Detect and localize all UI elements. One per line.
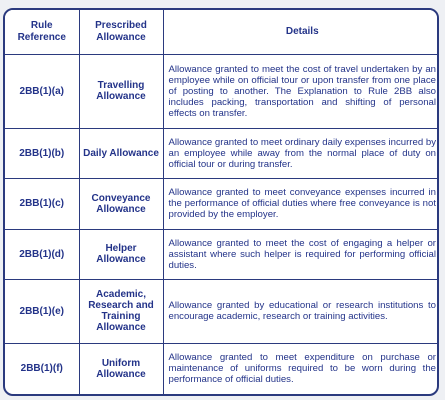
allowance-name-cell: Academic, Research and Training Allowance	[79, 279, 163, 343]
allowance-name-cell: Travelling Allowance	[79, 54, 163, 128]
rule-reference-cell: 2BB(1)(a)	[5, 54, 79, 128]
rule-reference-cell: 2BB(1)(d)	[5, 229, 79, 279]
table-header-row	[5, 10, 439, 54]
allowance-name-cell: Uniform Allowance	[79, 343, 163, 394]
details-cell: Allowance granted to meet the cost of engaging a helper or assistant where such helper is required for performing official duties.	[163, 229, 439, 279]
rule-reference-cell: 2BB(1)(c)	[5, 178, 79, 229]
header-rule-reference: Rule Reference	[5, 10, 79, 54]
table-row	[5, 279, 439, 343]
header-prescribed-allowance: Prescribed Allowance	[79, 10, 163, 54]
rule-reference-cell: 2BB(1)(b)	[5, 128, 79, 178]
allowances-table-container	[3, 8, 439, 396]
allowance-name-cell: Daily Allowance	[79, 128, 163, 178]
allowance-name-cell: Conveyance Allowance	[79, 178, 163, 229]
allowance-name-cell: Helper Allowance	[79, 229, 163, 279]
table-row	[5, 229, 439, 279]
table-row	[5, 343, 439, 394]
table-row	[5, 178, 439, 229]
details-cell: Allowance granted to meet conveyance expenses incurred in the performance of official duties where free conveyance is not provided by the employer.	[163, 178, 439, 229]
details-cell: Allowance granted by educational or research institutions to encourage academic, research or training activities.	[163, 279, 439, 343]
table-row	[5, 128, 439, 178]
rule-reference-cell: 2BB(1)(f)	[5, 343, 79, 394]
rule-reference-cell: 2BB(1)(e)	[5, 279, 79, 343]
details-cell: Allowance granted to meet expenditure on purchase or maintenance of uniforms required to be worn during the performance of official duties.	[163, 343, 439, 394]
details-cell: Allowance granted to meet the cost of travel undertaken by an employee while on official tour or upon transfer from one place of posting to another. The Explanation to Rule 2BB also includes packing, transportation and shifting of personal effects on transfer.	[163, 54, 439, 128]
allowances-table	[5, 10, 439, 394]
table-row	[5, 54, 439, 128]
header-details: Details	[163, 10, 439, 54]
details-cell: Allowance granted to meet ordinary daily expenses incurred by an employee while away from the normal place of duty on official tour or during transfer.	[163, 128, 439, 178]
